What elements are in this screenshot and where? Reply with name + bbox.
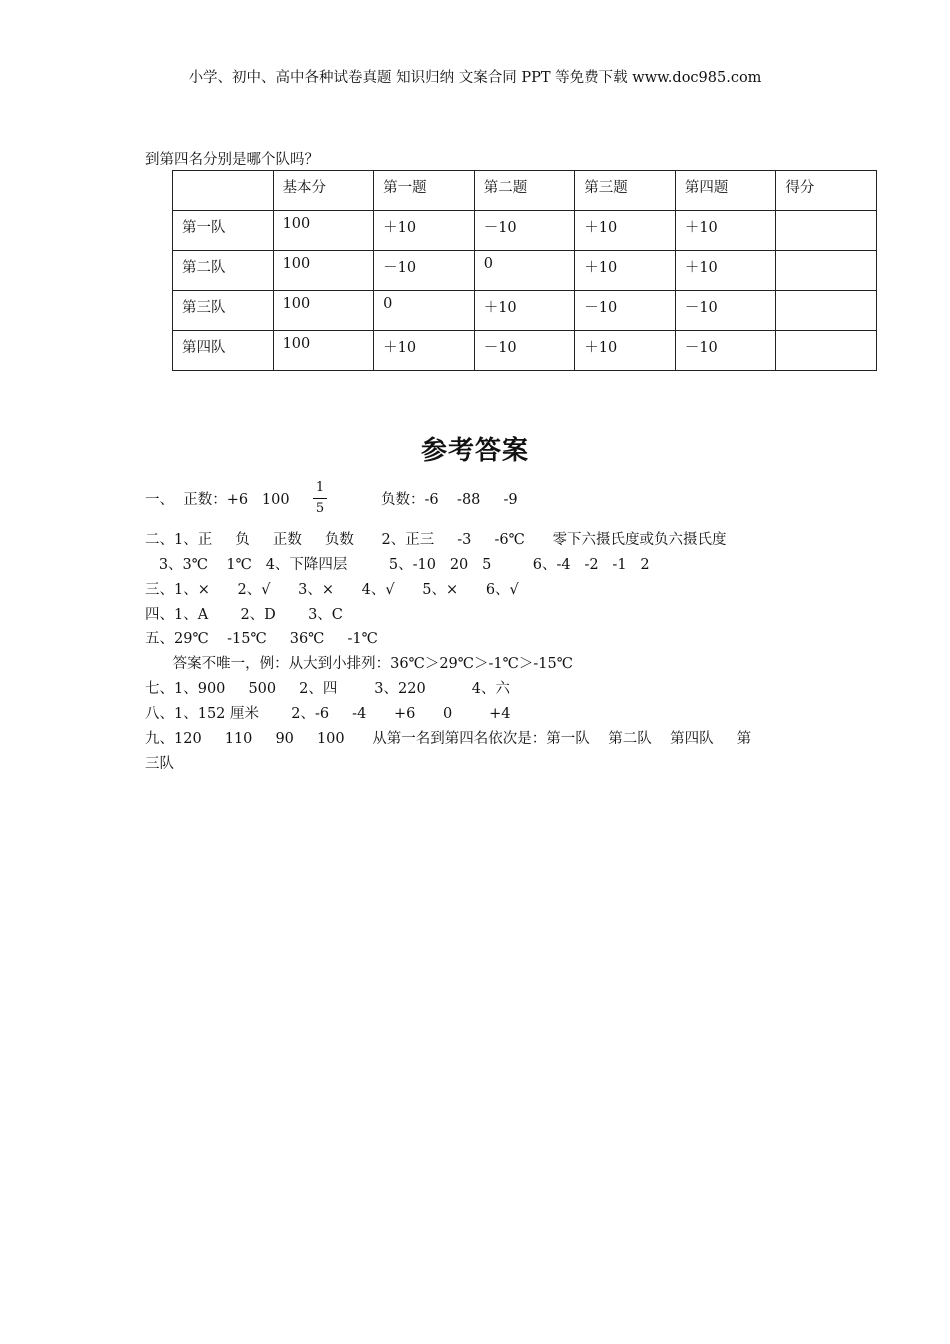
page-header: 小学、初中、高中各种试卷真题 知识归纳 文案合同 PPT 等免费下载 www.doc985.com [188, 70, 762, 86]
fraction-denominator: 5 [315, 501, 325, 516]
answer-4: 四、1、A 2、D 3、C [145, 607, 343, 623]
table-cell: 0 [474, 251, 575, 291]
table-cell [776, 251, 877, 291]
answer-9-line-2: 三队 [145, 756, 174, 772]
table-cell: ＋10 [474, 291, 575, 331]
table-cell: ＋10 [374, 331, 475, 371]
table-cell: ＋10 [575, 211, 676, 251]
answer-key-title: 参考答案 [420, 436, 529, 466]
answer-1-left: 一、 正数：+6 100 [145, 492, 290, 508]
fraction-numerator: 1 [315, 480, 325, 495]
table-cell: －10 [675, 331, 776, 371]
table-cell: 100 [273, 291, 374, 331]
table-header-cell: 基本分 [273, 171, 374, 211]
table-cell: －10 [474, 331, 575, 371]
table-cell: 0 [374, 291, 475, 331]
fraction-one-fifth [313, 480, 327, 517]
table-header-cell: 第三题 [575, 171, 676, 211]
table-cell: ＋10 [575, 331, 676, 371]
table-cell: ＋10 [675, 251, 776, 291]
answer-2-line-1: 二、1、正 负 正数 负数 2、正三 -3 -6℃ 零下六摄氏度或负六摄氏度 [145, 532, 727, 548]
table-row [173, 251, 877, 291]
table-cell: 100 [273, 331, 374, 371]
answer-1-right: 负数：-6 -88 -9 [381, 492, 518, 508]
table-header-cell: 第二题 [474, 171, 575, 211]
table-cell: 第四队 [173, 331, 274, 371]
table-cell: 100 [273, 251, 374, 291]
table-cell: 100 [273, 211, 374, 251]
table-cell: 第二队 [173, 251, 274, 291]
answer-3: 三、1、× 2、√ 3、× 4、√ 5、× 6、√ [145, 582, 519, 598]
answer-5-line-2: 答案不唯一，例：从大到小排列：36℃＞29℃＞-1℃＞-15℃ [145, 656, 573, 672]
table-header-row [173, 171, 877, 211]
table-header-cell: 第四题 [675, 171, 776, 211]
table-cell [776, 211, 877, 251]
question-continuation: 到第四名分别是哪个队吗？ [145, 152, 319, 168]
fraction-bar [313, 498, 327, 499]
table-cell: 第一队 [173, 211, 274, 251]
table-cell: －10 [474, 211, 575, 251]
answer-5-line-1: 五、29℃ -15℃ 36℃ -1℃ [145, 631, 378, 647]
table-header-cell [173, 171, 274, 211]
answer-7: 七、1、900 500 2、四 3、220 4、六 [145, 681, 510, 697]
table-row [173, 331, 877, 371]
table-cell [776, 291, 877, 331]
answer-2-line-2: 3、3℃ 1℃ 4、下降四层 5、-10 20 5 6、-4 -2 -1 2 [145, 557, 650, 573]
table-cell: 第三队 [173, 291, 274, 331]
score-table [172, 170, 877, 371]
answer-8: 八、1、152 厘米 2、-6 -4 +6 0 +4 [145, 706, 511, 722]
table-cell: ＋10 [675, 211, 776, 251]
table-cell: ＋10 [575, 251, 676, 291]
table-cell: －10 [575, 291, 676, 331]
table-header-cell: 第一题 [374, 171, 475, 211]
table-cell: －10 [374, 251, 475, 291]
table-header-cell: 得分 [776, 171, 877, 211]
table-cell: ＋10 [374, 211, 475, 251]
answer-9-line-1: 九、120 110 90 100 从第一名到第四名依次是：第一队 第二队 第四队 第 [145, 731, 752, 747]
table-row [173, 211, 877, 251]
table-row [173, 291, 877, 331]
table-cell [776, 331, 877, 371]
table-cell: －10 [675, 291, 776, 331]
